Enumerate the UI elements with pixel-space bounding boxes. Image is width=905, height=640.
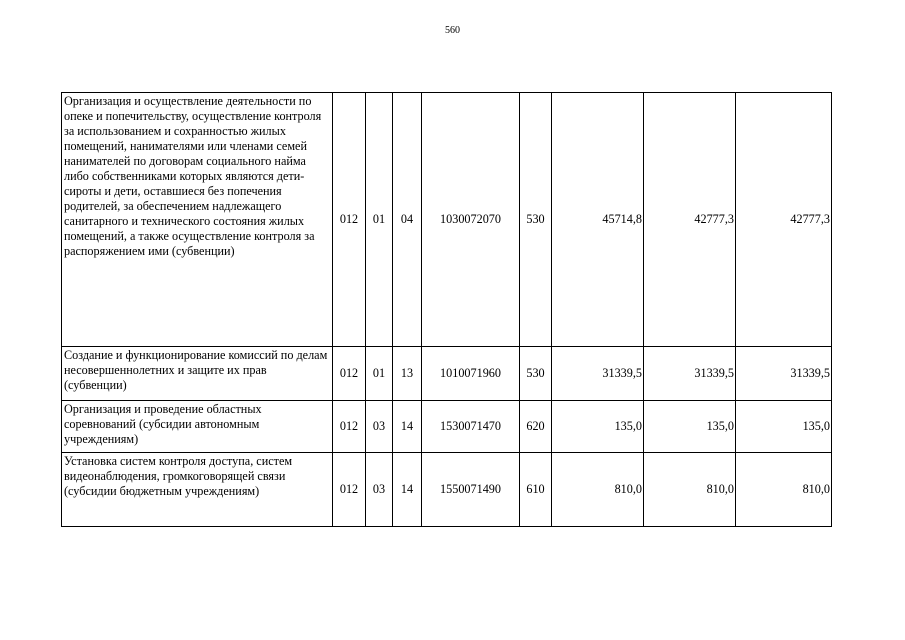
amount-year-1-cell: 810,0 (552, 453, 644, 527)
section-code-cell: 01 (366, 93, 393, 347)
table-row (62, 401, 832, 453)
expense-type-cell: 530 (520, 93, 552, 347)
expense-type-cell: 610 (520, 453, 552, 527)
expense-type-cell: 530 (520, 347, 552, 401)
page-number: 560 (445, 25, 460, 36)
amount-year-2-cell: 135,0 (644, 401, 736, 453)
department-code-cell: 012 (333, 401, 366, 453)
amount-year-3-cell: 810,0 (736, 453, 832, 527)
amount-year-3-cell: 31339,5 (736, 347, 832, 401)
table-row (62, 453, 832, 527)
subsection-code-cell: 04 (393, 93, 422, 347)
expense-name-cell: Установка систем контроля доступа, систем видеонаблюдения, громкоговорящей связи (субсидии бюджетным учреждениям) (62, 453, 333, 527)
target-article-cell: 1530071470 (422, 401, 520, 453)
amount-year-3-cell: 135,0 (736, 401, 832, 453)
amount-year-3-cell: 42777,3 (736, 93, 832, 347)
target-article-cell: 1030072070 (422, 93, 520, 347)
amount-year-1-cell: 31339,5 (552, 347, 644, 401)
subsection-code-cell: 14 (393, 401, 422, 453)
expense-type-cell: 620 (520, 401, 552, 453)
amount-year-2-cell: 810,0 (644, 453, 736, 527)
budget-table (61, 92, 832, 527)
amount-year-1-cell: 135,0 (552, 401, 644, 453)
subsection-code-cell: 13 (393, 347, 422, 401)
expense-name-cell: Организация и осуществление деятельности по опеке и попечительству, осуществление контроля за использованием и сохранностью жилых помещений, нанимателями или членами семей нанимателей по договорам социального найма либо собственниками которых являются дети-сироты и дети, оставшиеся без попечения родителей, за обеспечением надлежащего санитарного и технического состояния жилых помещений, а также осуществление контроля за распоряжением ими (субвенции) (62, 93, 333, 347)
amount-year-2-cell: 42777,3 (644, 93, 736, 347)
amount-year-1-cell: 45714,8 (552, 93, 644, 347)
target-article-cell: 1550071490 (422, 453, 520, 527)
section-code-cell: 01 (366, 347, 393, 401)
section-code-cell: 03 (366, 453, 393, 527)
department-code-cell: 012 (333, 93, 366, 347)
department-code-cell: 012 (333, 347, 366, 401)
section-code-cell: 03 (366, 401, 393, 453)
subsection-code-cell: 14 (393, 453, 422, 527)
table-row (62, 93, 832, 347)
amount-year-2-cell: 31339,5 (644, 347, 736, 401)
expense-name-cell: Организация и проведение областных соревнований (субсидии автономным учреждениям) (62, 401, 333, 453)
table-row (62, 347, 832, 401)
target-article-cell: 1010071960 (422, 347, 520, 401)
department-code-cell: 012 (333, 453, 366, 527)
expense-name-cell: Создание и функционирование комиссий по делам несовершеннолетних и защите их прав (субвенции) (62, 347, 333, 401)
